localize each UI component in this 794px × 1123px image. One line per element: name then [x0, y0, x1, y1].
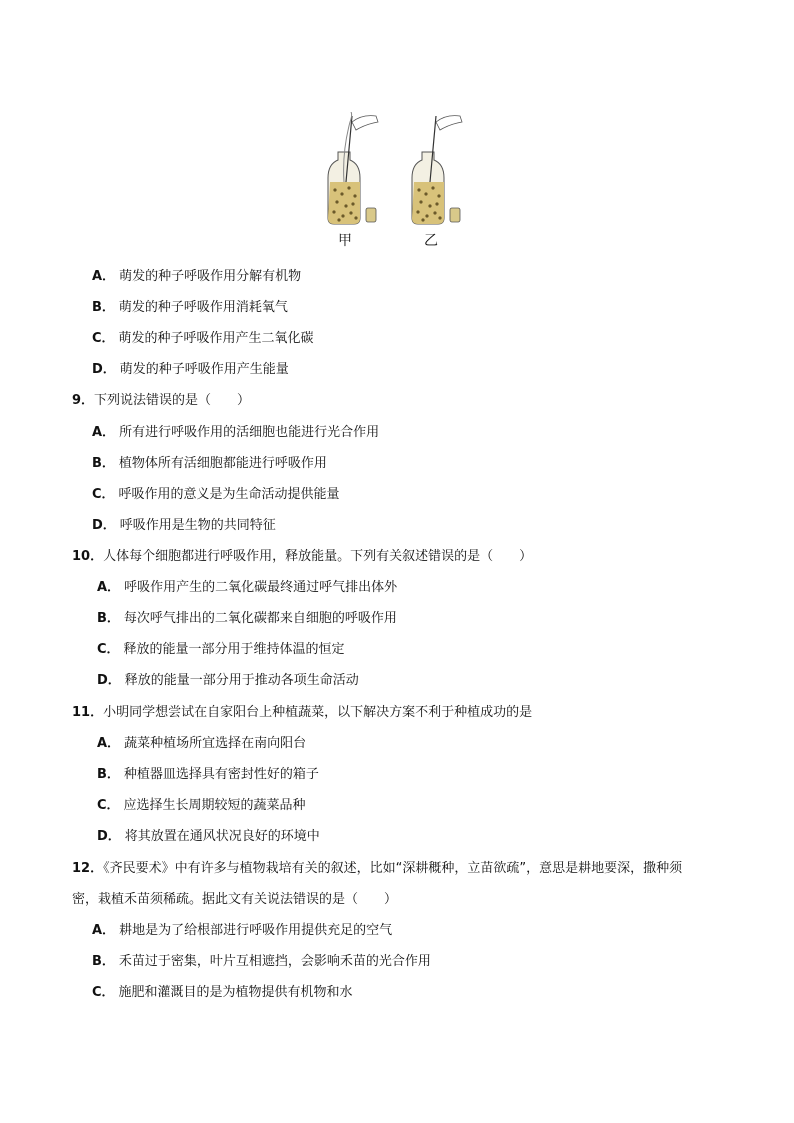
figure-label-jia: 甲: [338, 233, 352, 249]
q12-stem-line2: 密，栽植禾苗须稀疏。据此文有关说法错误的是（ ）: [72, 892, 398, 907]
q10-option-b: B． 每次呼气排出的二氧化碳都来自细胞的呼吸作用: [97, 611, 397, 626]
q11-option-d: D． 将其放置在通风状况良好的环境中: [97, 829, 320, 844]
q10-stem: 10．人体每个细胞都进行呼吸作用，释放能量。下列有关叙述错误的是（ ）: [72, 549, 533, 564]
q9-option-c: C． 呼吸作用的意义是为生命活动提供能量: [92, 487, 340, 502]
q8-option-c: C． 萌发的种子呼吸作用产生二氧化碳: [92, 331, 314, 346]
q10-option-d: D． 释放的能量一部分用于推动各项生命活动: [97, 673, 359, 688]
q11-option-c: C． 应选择生长周期较短的蔬菜品种: [97, 798, 306, 813]
q11-option-a: A． 蔬菜种植场所宜选择在南向阳台: [97, 736, 307, 751]
q9-option-a: A． 所有进行呼吸作用的活细胞也能进行光合作用: [92, 425, 380, 440]
q8-option-b: B． 萌发的种子呼吸作用消耗氧气: [92, 300, 288, 315]
q10-option-c: C． 释放的能量一部分用于维持体温的恒定: [97, 642, 345, 657]
q8-option-a: A． 萌发的种子呼吸作用分解有机物: [92, 269, 302, 284]
q9-option-b: B． 植物体所有活细胞都能进行呼吸作用: [92, 456, 327, 471]
q8-option-d: D． 萌发的种子呼吸作用产生能量: [92, 362, 289, 377]
jar-yi: [412, 116, 462, 224]
q10-option-a: A． 呼吸作用产生的二氧化碳最终通过呼气排出体外: [97, 580, 398, 595]
q11-option-b: B． 种植器皿选择具有密封性好的箱子: [97, 767, 319, 782]
experiment-figure: [318, 112, 478, 252]
q11-stem: 11．小明同学想尝试在自家阳台上种植蔬菜，以下解决方案不利于种植成功的是: [72, 705, 533, 720]
q12-option-a: A． 耕地是为了给根部进行呼吸作用提供充足的空气: [92, 923, 393, 938]
figure-label-yi: 乙: [424, 233, 438, 249]
q9-option-d: D． 呼吸作用是生物的共同特征: [92, 518, 276, 533]
q12-option-c: C． 施肥和灌溉目的是为植物提供有机物和水: [92, 985, 353, 1000]
jar-jia: [328, 112, 378, 224]
q12-stem-line1: 12．《齐民要术》中有许多与植物栽培有关的叙述，比如“深耕穊种，立苗欲疏”，意思是耕地要深，撒种须: [72, 861, 683, 876]
q9-stem: 9．下列说法错误的是（ ）: [72, 393, 251, 408]
q12-option-b: B． 禾苗过于密集，叶片互相遮挡，会影响禾苗的光合作用: [92, 954, 431, 969]
